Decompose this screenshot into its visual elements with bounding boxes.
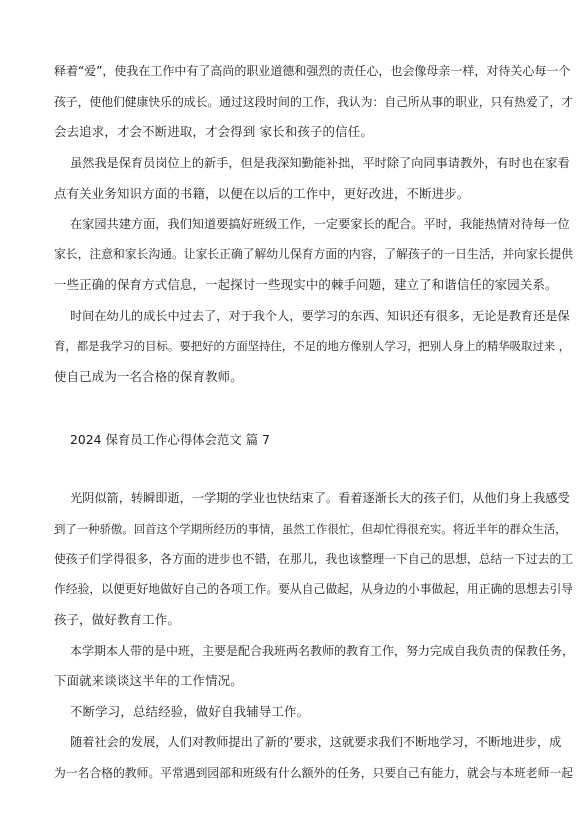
text-line: 下面就来谈谈这半年的工作情况。 bbox=[54, 673, 243, 688]
text-line: 孩子，做好教育工作。 bbox=[54, 612, 180, 627]
text-line: 到了一种骄傲。回首这个学期所经历的事情，虽然工作很忙，但却忙得很充实。将近半年的群众生活， bbox=[54, 522, 567, 536]
text-line: 释着“爱”，使我在工作中有了高尚的职业道德和强烈的责任心，也会像母亲一样，对待关心每一个 bbox=[54, 64, 571, 78]
text-line: 本学期本人带的是中班，主要是配合我班两名教师的教育工作，努力完成自我负责的保教任务， bbox=[70, 644, 575, 658]
text-line: 一些正确的保育方式信息，一起探讨一些现实中的棘手问题，建立了和谐信任的家园关系。 bbox=[54, 277, 558, 292]
text-line: 孩子，使他们健康快乐的成长。通过这段时间的工作，我认为：自己所从事的职业，只有热爱了，才 bbox=[54, 95, 574, 109]
section-heading: 2024 保育员工作心得体会范文 篇 7 bbox=[70, 432, 270, 447]
text-line: 随着社会的发展，人们对教师提出了新的’要求，这就要求我们不断地学习，不断地进步，成 bbox=[70, 735, 562, 749]
text-line: 使孩子们学得很多，各方面的进步也不错，在那儿，我也该整理一下自己的思想，总结一下过去的工 bbox=[54, 552, 574, 566]
text-line: 使自己成为一名合格的保育教师。 bbox=[54, 369, 243, 384]
text-line: 在家园共建方面，我们知道要搞好班级工作，一定要家长的配合。平时，我能热情对待每一位 bbox=[70, 217, 570, 231]
text-line: 不断学习，总结经验，做好自我辅导工作。 bbox=[70, 704, 310, 719]
text-line: 时间在幼儿的成长中过去了，对于我个人，要学习的东西、知识还有很多，无论是教育还是保 bbox=[70, 309, 570, 323]
text-line: 育，都是我学习的目标。要把好的方面坚持住，不足的地方像别人学习，把别人身上的精华吸取过来 ， bbox=[54, 339, 571, 353]
text-line: 虽然我是保育员岗位上的新手，但是我深知勤能补拙，平时除了向同事请教外，有时也在家看 bbox=[70, 156, 570, 170]
text-line: 家长，注意和家长沟通。让家长正确了解幼儿保育方面的内容，了解孩子的一日生活，并向家长提供 bbox=[54, 247, 574, 261]
text-line: 会去追求，才会不断进取，才会得到 家长和孩子的信任。 bbox=[54, 124, 373, 139]
text-line: 光阴似箭，转瞬即逝，一学期的学业也快结束了。看着逐渐长大的孩子们，从他们身上我感受 bbox=[70, 491, 570, 505]
text-line: 为一名合格的教师。平常遇到园部和班级有什么额外的任务，只要自己有能力，就会与本班老师一起 bbox=[54, 766, 574, 780]
text-line: 点有关业务知识方面的书籍，以便在以后的工作中，更好改进，不断进步。 bbox=[54, 186, 470, 201]
text-line: 作经验，以便更好地做好自己的各项工作。要从自己做起，从身边的小事做起，用正确的思想去引导 bbox=[54, 582, 574, 596]
